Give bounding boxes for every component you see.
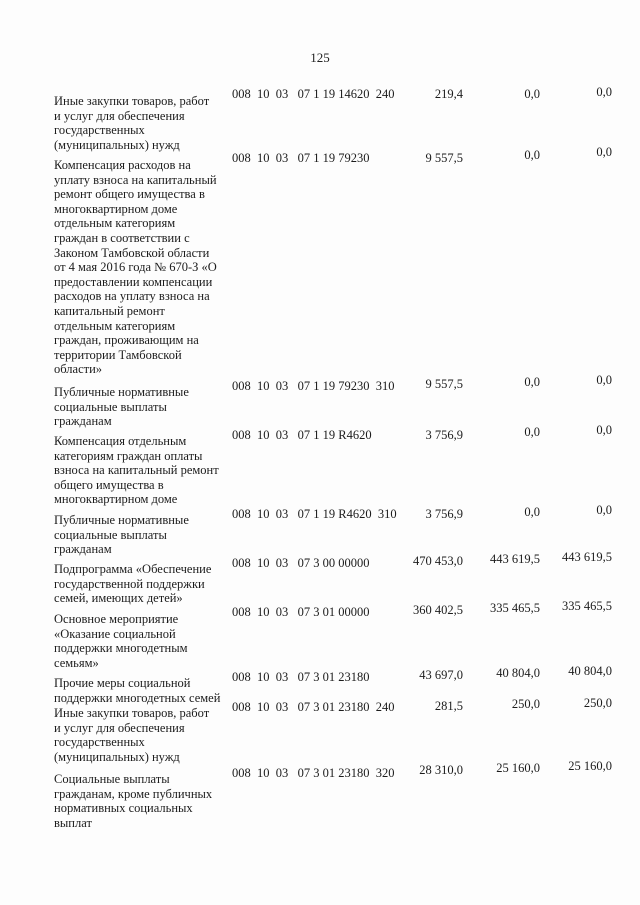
row-name-line: социальные выплаты: [54, 399, 167, 414]
row-name-line: гражданам: [54, 414, 112, 429]
row-name-line: (муниципальных) нужд: [54, 137, 180, 152]
row-name-line: государственных: [54, 735, 145, 750]
value-col-2: 0,0: [524, 505, 540, 519]
row-name-line: Иные закупки товаров, работ: [54, 94, 210, 108]
row-name-line: Компенсация отдельным: [54, 434, 187, 448]
value-col-1: 281,5: [434, 699, 463, 713]
row-name-line: расходов на уплату взноса на: [54, 289, 210, 304]
row-name-line: взноса на капитальный ремонт: [54, 463, 219, 478]
row-code: 008 10 03 07 1 19 R4620: [232, 428, 372, 442]
row-name: [54, 772, 242, 830]
row-name: [54, 434, 242, 507]
row-code: 008 10 03 07 1 19 79230 310: [232, 379, 395, 393]
row-name-line: капитальный ремонт: [54, 303, 165, 318]
row-name-line: гражданам, кроме публичных: [54, 786, 213, 801]
row-name-line: Законом Тамбовской области: [54, 245, 210, 260]
row-name-line: уплату взноса на капитальный: [54, 172, 217, 187]
value-col-1: 43 697,0: [419, 668, 463, 682]
value-col-3: 25 160,0: [568, 759, 612, 773]
row-code: 008 10 03 07 3 00 00000: [232, 556, 370, 570]
row-name-line: семей, имеющих детей»: [54, 591, 183, 606]
row-name-line: отдельным категориям: [54, 216, 176, 231]
row-name-line: нормативных социальных: [54, 801, 193, 816]
row-name-line: Прочие меры социальной: [54, 676, 191, 690]
row-code: 008 10 03 07 3 01 23180 240: [232, 700, 395, 714]
value-col-1: 360 402,5: [413, 603, 463, 617]
row-name-line: ремонт общего имущества в: [54, 187, 205, 202]
row-name: [54, 94, 242, 152]
row-name-line: выплат: [54, 815, 92, 830]
value-col-1: 9 557,5: [425, 377, 463, 391]
value-col-3: 0,0: [596, 145, 612, 159]
value-col-3: 335 465,5: [562, 599, 612, 613]
row-name-line: и услуг для обеспечения: [54, 108, 185, 123]
value-col-3: 0,0: [596, 423, 612, 437]
row-name-line: многоквартирном доме: [54, 201, 178, 216]
row-name-line: поддержки многодетных семей: [54, 690, 221, 705]
row-name-line: Публичные нормативные: [54, 513, 189, 527]
value-col-1: 219,4: [434, 87, 463, 101]
row-name-line: Социальные выплаты: [54, 772, 170, 786]
value-col-3: 0,0: [596, 85, 612, 99]
page-number: 125: [310, 50, 330, 65]
row-name-line: Основное мероприятие: [54, 612, 179, 626]
value-col-1: 3 756,9: [425, 507, 463, 521]
value-col-2: 335 465,5: [490, 601, 540, 615]
row-name-line: семьям»: [54, 655, 99, 670]
row-name-line: граждан, проживающим на: [54, 333, 199, 348]
row-name-line: Подпрограмма «Обеспечение: [54, 562, 212, 576]
row-code: 008 10 03 07 3 01 23180: [232, 670, 370, 684]
row-name-line: области»: [54, 362, 103, 377]
row-name-line: общего имущества в: [54, 477, 164, 492]
value-col-3: 40 804,0: [568, 664, 612, 678]
row-name-line: отдельным категориям: [54, 318, 176, 333]
value-col-2: 25 160,0: [496, 761, 540, 775]
row-code: 008 10 03 07 1 19 14620 240: [232, 87, 395, 101]
row-name: [54, 706, 242, 764]
row-name-line: Публичные нормативные: [54, 385, 189, 399]
row-name: [54, 562, 242, 606]
value-col-3: 250,0: [583, 696, 612, 710]
row-code: 008 10 03 07 3 01 23180 320: [232, 766, 395, 780]
row-name-line: территории Тамбовской: [54, 347, 182, 362]
row-code: 008 10 03 07 1 19 79230: [232, 151, 370, 165]
value-col-2: 250,0: [511, 697, 540, 711]
row-name-line: и услуг для обеспечения: [54, 720, 185, 735]
value-col-2: 0,0: [524, 148, 540, 162]
value-col-2: 0,0: [524, 375, 540, 389]
value-col-1: 28 310,0: [419, 763, 463, 777]
row-name-line: социальные выплаты: [54, 527, 167, 542]
row-name-line: от 4 мая 2016 года № 670-З «О: [54, 260, 217, 275]
value-col-2: 0,0: [524, 87, 540, 101]
row-code: 008 10 03 07 1 19 R4620 310: [232, 507, 397, 521]
row-name: [54, 676, 242, 705]
row-name: [54, 385, 242, 429]
row-name: [54, 158, 242, 377]
row-name-line: «Оказание социальной: [54, 626, 176, 641]
row-name: [54, 513, 242, 557]
row-name-line: Иные закупки товаров, работ: [54, 706, 210, 720]
value-col-1: 3 756,9: [425, 428, 463, 442]
value-col-3: 0,0: [596, 503, 612, 517]
value-col-2: 40 804,0: [496, 666, 540, 680]
row-name: [54, 612, 242, 670]
value-col-2: 0,0: [524, 425, 540, 439]
row-name-line: поддержки многодетным: [54, 641, 188, 656]
row-name-line: гражданам: [54, 542, 112, 557]
row-name-line: предоставлении компенсации: [54, 274, 213, 289]
value-col-1: 470 453,0: [413, 554, 463, 568]
value-col-3: 443 619,5: [562, 550, 612, 564]
row-name-line: государственных: [54, 123, 145, 138]
value-col-2: 443 619,5: [490, 552, 540, 566]
row-name-line: государственной поддержки: [54, 576, 205, 591]
row-code: 008 10 03 07 3 01 00000: [232, 605, 370, 619]
row-name-line: категориям граждан оплаты: [54, 448, 203, 463]
row-name-line: Компенсация расходов на: [54, 158, 191, 172]
row-name-line: многоквартирном доме: [54, 492, 178, 507]
value-col-1: 9 557,5: [425, 151, 463, 165]
value-col-3: 0,0: [596, 373, 612, 387]
row-name-line: (муниципальных) нужд: [54, 749, 180, 764]
row-name-line: граждан в соответствии с: [54, 230, 190, 245]
